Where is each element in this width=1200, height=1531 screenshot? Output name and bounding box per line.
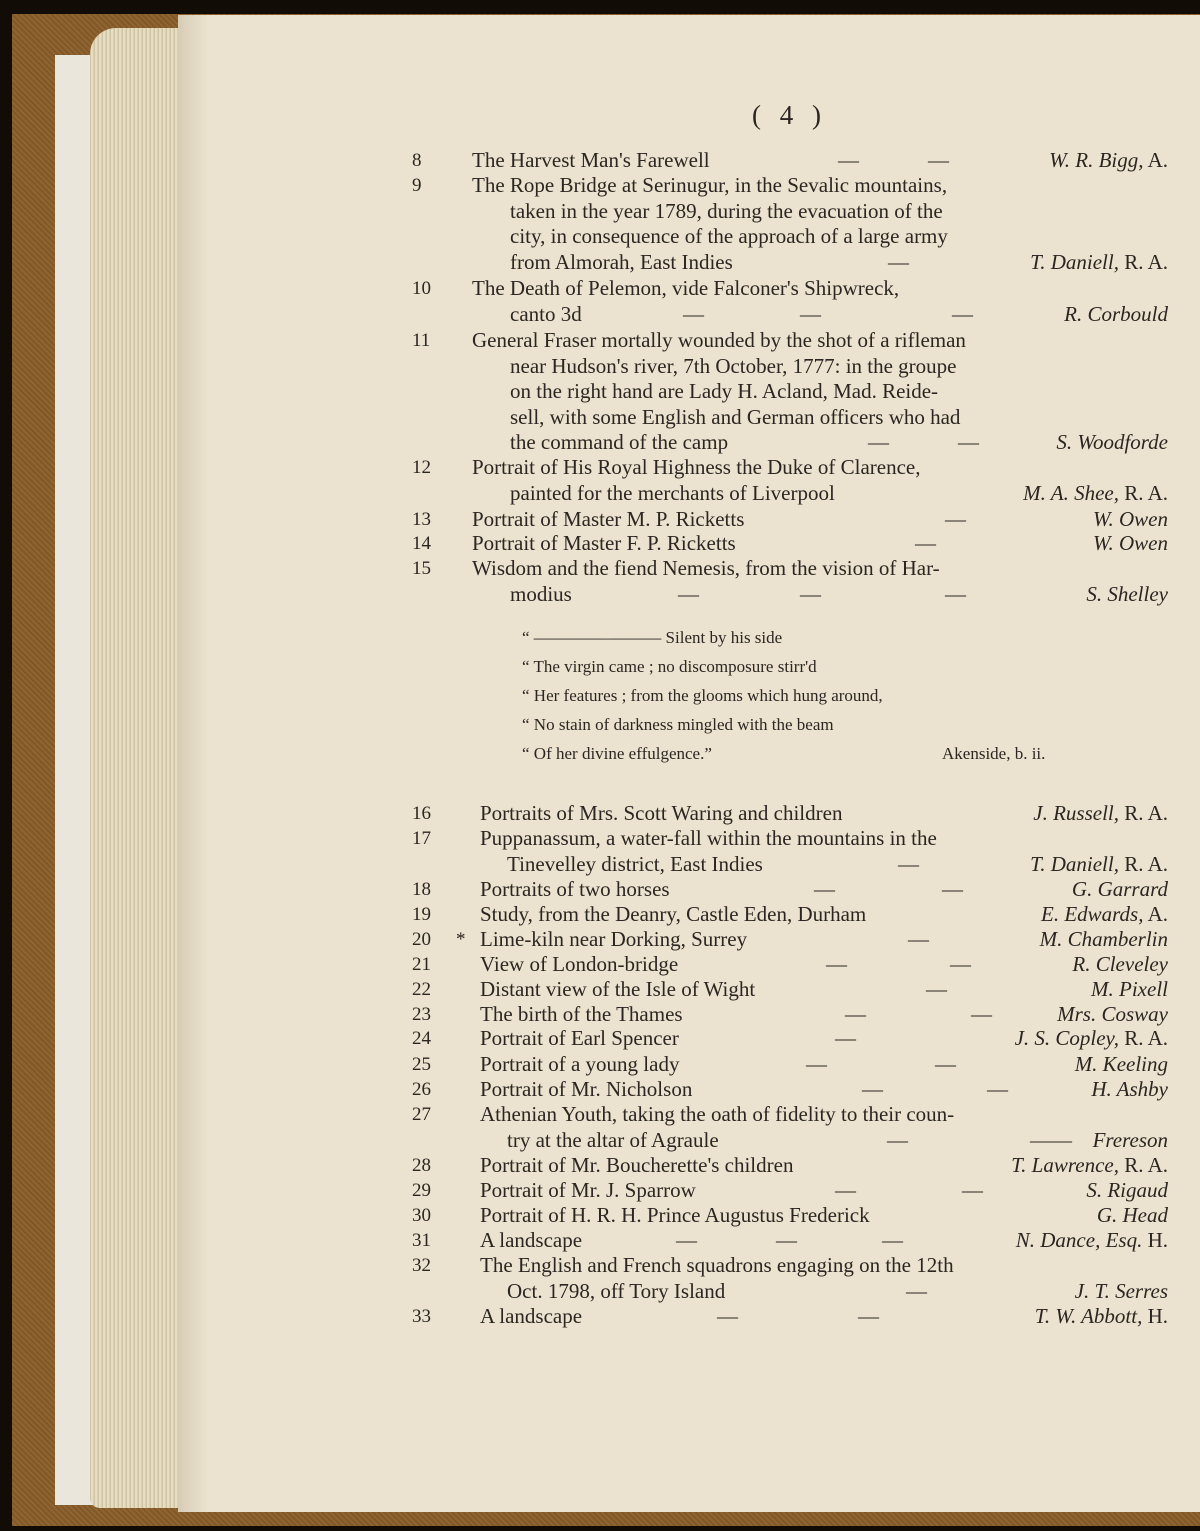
artist-name: S. Rigaud bbox=[1086, 1178, 1168, 1202]
leader-dash: —— bbox=[1030, 1127, 1072, 1152]
quote-line: “ Her features ; from the glooms which hung around, bbox=[522, 686, 883, 705]
entry-number: 12 bbox=[412, 457, 431, 478]
entry-title-line: Study, from the Deanry, Castle Eden, Durham bbox=[480, 902, 867, 926]
catalogue-entry bbox=[0, 902, 1200, 928]
entry-number: 23 bbox=[412, 1004, 431, 1025]
entry-number: 20 bbox=[412, 929, 431, 950]
entry-number: 19 bbox=[412, 904, 431, 925]
entry-number: 22 bbox=[412, 979, 431, 1000]
leader-dash: — bbox=[950, 952, 971, 976]
entry-number: 14 bbox=[412, 533, 431, 554]
catalogue-entry bbox=[0, 531, 1200, 557]
leader-dash: — bbox=[942, 877, 963, 901]
quote-attribution: Akenside, b. ii. bbox=[942, 744, 1046, 763]
leader-dash: — bbox=[835, 1026, 856, 1050]
artist-title: H. bbox=[1142, 1304, 1168, 1328]
entry-title-line: View of London-bridge bbox=[480, 952, 679, 976]
entry-title-line: Athenian Youth, taking the oath of fidelity to their coun- bbox=[480, 1102, 955, 1126]
catalogue-entry bbox=[0, 1253, 1200, 1304]
artist-name: S. Woodforde bbox=[1056, 430, 1168, 455]
entry-title-line: from Almorah, East Indies bbox=[510, 249, 733, 274]
entry-title-line: sell, with some English and German officers who had bbox=[510, 404, 961, 429]
artist-name: M. Pixell bbox=[1091, 977, 1168, 1001]
catalogue-entry bbox=[0, 276, 1200, 327]
leader-dash: — bbox=[987, 1077, 1008, 1101]
catalogue-entry bbox=[0, 1228, 1200, 1254]
entry-number: 27 bbox=[412, 1104, 431, 1125]
artist-name: W. R. Bigg, A. bbox=[1049, 148, 1168, 172]
entry-title-line: Distant view of the Isle of Wight bbox=[480, 977, 756, 1001]
entry-number: 28 bbox=[412, 1155, 431, 1176]
artist-name: R. Cleveley bbox=[1072, 952, 1168, 976]
artist-name: W. Owen bbox=[1092, 531, 1168, 555]
entry-title-line: A landscape bbox=[480, 1228, 583, 1252]
entry-title-line: canto 3d bbox=[510, 301, 582, 326]
entry-title-line: The English and French squadrons engaging on the 12th bbox=[480, 1253, 954, 1277]
catalogue-entry bbox=[0, 173, 1200, 275]
entry-title-line: General Fraser mortally wounded by the shot of a rifleman bbox=[472, 328, 966, 352]
leader-dash: — bbox=[678, 581, 699, 606]
artist-name: E. Edwards, A. bbox=[1041, 902, 1168, 926]
artist-title: A. bbox=[1143, 902, 1168, 926]
entry-title-line: The Harvest Man's Farewell bbox=[472, 148, 710, 172]
catalogue-entry bbox=[0, 148, 1200, 174]
artist-title: R. A. bbox=[1118, 1026, 1168, 1050]
leader-dash: — bbox=[868, 430, 889, 455]
page-number: ( 4 ) bbox=[752, 100, 827, 130]
catalogue-entry bbox=[0, 1178, 1200, 1204]
entry-number: 32 bbox=[412, 1255, 431, 1276]
entry-number: 21 bbox=[412, 954, 431, 975]
entry-title-line: Portrait of Mr. Nicholson bbox=[480, 1077, 693, 1101]
catalogue-entry bbox=[0, 1026, 1200, 1052]
artist-name: J. Russell, R. A. bbox=[1033, 801, 1168, 825]
leader-dash: — bbox=[826, 952, 847, 976]
leader-dash: — bbox=[858, 1304, 879, 1328]
catalogue-entry bbox=[0, 877, 1200, 903]
artist-title: R. A. bbox=[1118, 801, 1168, 825]
quote-line: “ ————–——— Silent by his side bbox=[522, 628, 783, 647]
artist-title: R. A. bbox=[1118, 249, 1168, 274]
entry-number: 17 bbox=[412, 828, 431, 849]
artist-name: J. T. Serres bbox=[1074, 1278, 1168, 1303]
leader-dash: — bbox=[838, 148, 859, 172]
leader-dash: — bbox=[882, 1228, 903, 1252]
entry-number: 33 bbox=[412, 1306, 431, 1327]
entry-title-line: Portrait of Mr. J. Sparrow bbox=[480, 1178, 696, 1202]
leader-dash: — bbox=[862, 1077, 883, 1101]
artist-name: R. Corbould bbox=[1064, 301, 1168, 326]
artist-name: W. Owen bbox=[1092, 507, 1168, 531]
entry-number: 15 bbox=[412, 558, 431, 579]
entry-title-line: Portraits of Mrs. Scott Waring and children bbox=[480, 801, 843, 825]
catalogue-entry bbox=[0, 328, 1200, 456]
leader-dash: — bbox=[935, 1052, 956, 1076]
leader-dash: — bbox=[908, 927, 929, 951]
entry-number: 9 bbox=[412, 175, 422, 196]
entry-title-line: modius bbox=[510, 581, 572, 606]
artist-name: T. Daniell, R. A. bbox=[1030, 851, 1168, 876]
artist-name: M. Chamberlin bbox=[1039, 927, 1168, 951]
entry-title-line: try at the altar of Agraule bbox=[507, 1127, 719, 1152]
artist-name: N. Dance, Esq. H. bbox=[1015, 1228, 1168, 1252]
entry-title-line: Wisdom and the fiend Nemesis, from the vision of Har- bbox=[472, 556, 940, 580]
entry-title-line: Portrait of Mr. Boucherette's children bbox=[480, 1153, 794, 1177]
leader-dash: — bbox=[958, 430, 979, 455]
entry-title-line: Portrait of Master M. P. Ricketts bbox=[472, 507, 745, 531]
entry-title-line: Portrait of His Royal Highness the Duke of Clarence, bbox=[472, 455, 921, 479]
catalogue-entry bbox=[0, 826, 1200, 877]
entry-number: 16 bbox=[412, 803, 431, 824]
akenside-quotation bbox=[522, 623, 1102, 768]
leader-dash: — bbox=[888, 249, 909, 274]
leader-dash: — bbox=[928, 148, 949, 172]
entry-title-line: A landscape bbox=[480, 1304, 583, 1328]
entry-number: 31 bbox=[412, 1230, 431, 1251]
leader-dash: — bbox=[962, 1178, 983, 1202]
catalogue-entry bbox=[0, 801, 1200, 827]
entry-title-line: Lime-kiln near Dorking, Surrey bbox=[480, 927, 748, 951]
catalogue-entry bbox=[0, 1203, 1200, 1229]
entry-title-line: Portrait of Earl Spencer bbox=[480, 1026, 679, 1050]
entry-title-line: The birth of the Thames bbox=[480, 1002, 683, 1026]
entry-number: 25 bbox=[412, 1054, 431, 1075]
leader-dash: — bbox=[915, 531, 936, 555]
entry-number: 18 bbox=[412, 879, 431, 900]
leader-dash: — bbox=[835, 1178, 856, 1202]
leader-dash: — bbox=[800, 301, 821, 326]
artist-name: M. A. Shee, R. A. bbox=[1023, 480, 1168, 505]
artist-name: Frereson bbox=[1092, 1127, 1168, 1152]
entry-number: 10 bbox=[412, 278, 431, 299]
leader-dash: — bbox=[717, 1304, 738, 1328]
catalogue-entry bbox=[0, 952, 1200, 978]
artist-name: G. Garrard bbox=[1071, 877, 1168, 901]
leader-dash: — bbox=[952, 301, 973, 326]
catalogue-entry bbox=[0, 1002, 1200, 1028]
leader-dash: — bbox=[926, 977, 947, 1001]
artist-title: R. A. bbox=[1118, 480, 1168, 505]
leader-dash: — bbox=[776, 1228, 797, 1252]
catalogue-entry bbox=[0, 507, 1200, 533]
artist-name: J. S. Copley, R. A. bbox=[1014, 1026, 1168, 1050]
catalogue-entry bbox=[0, 1304, 1200, 1330]
catalogue-entry bbox=[0, 556, 1200, 607]
catalogue-entry bbox=[0, 455, 1200, 506]
entry-number: 13 bbox=[412, 509, 431, 530]
entry-number: 11 bbox=[412, 330, 431, 351]
catalogue-entry bbox=[0, 977, 1200, 1003]
artist-title: A. bbox=[1143, 148, 1168, 172]
entry-title-line: Puppanassum, a water-fall within the mountains in the bbox=[480, 826, 937, 850]
artist-name: M. Keeling bbox=[1074, 1052, 1168, 1076]
artist-title: H. bbox=[1142, 1228, 1168, 1252]
leader-dash: — bbox=[971, 1002, 992, 1026]
catalogue-entry bbox=[0, 1102, 1200, 1153]
catalogue-entry bbox=[0, 1052, 1200, 1078]
leader-dash: — bbox=[683, 301, 704, 326]
catalogue-entry bbox=[0, 1153, 1200, 1179]
entry-title-line: Portraits of two horses bbox=[480, 877, 670, 901]
quote-line: “ Of her divine effulgence.” bbox=[522, 744, 712, 763]
entry-number: 26 bbox=[412, 1079, 431, 1100]
catalogue-entry bbox=[0, 927, 1200, 953]
leader-dash: — bbox=[898, 851, 919, 876]
artist-name: S. Shelley bbox=[1086, 581, 1168, 606]
entry-title-line: The Rope Bridge at Serinugur, in the Sevalic mountains, bbox=[472, 173, 948, 197]
leader-dash: — bbox=[800, 581, 821, 606]
entry-title-line: the command of the camp bbox=[510, 430, 729, 455]
artist-title: R. A. bbox=[1118, 1153, 1168, 1177]
artist-name: T. Daniell, R. A. bbox=[1030, 249, 1168, 274]
artist-name: Mrs. Cosway bbox=[1057, 1002, 1168, 1026]
entry-number: 24 bbox=[412, 1028, 431, 1049]
entry-title-line: The Death of Pelemon, vide Falconer's Shipwreck, bbox=[472, 276, 900, 300]
entry-number: 29 bbox=[412, 1180, 431, 1201]
entry-title-line: Tinevelley district, East Indies bbox=[507, 851, 763, 876]
entry-title-line: on the right hand are Lady H. Acland, Mad. Reide- bbox=[510, 379, 939, 404]
entry-title-line: Portrait of a young lady bbox=[480, 1052, 680, 1076]
leader-dash: — bbox=[945, 507, 966, 531]
entry-title-line: city, in consequence of the approach of a large army bbox=[510, 224, 948, 249]
leader-dash: — bbox=[806, 1052, 827, 1076]
leader-dash: — bbox=[906, 1278, 927, 1303]
entry-title-line: near Hudson's river, 7th October, 1777: in the groupe bbox=[510, 353, 957, 378]
leader-dash: — bbox=[676, 1228, 697, 1252]
entry-title-line: Portrait of H. R. H. Prince Augustus Frederick bbox=[480, 1203, 870, 1227]
catalogue-entry bbox=[0, 1077, 1200, 1103]
artist-title: R. A. bbox=[1118, 851, 1168, 876]
entry-title-line: painted for the merchants of Liverpool bbox=[510, 480, 835, 505]
entry-title-line: Portrait of Master F. P. Ricketts bbox=[472, 531, 736, 555]
quote-line: “ The virgin came ; no discomposure stirr'd bbox=[522, 657, 817, 676]
entry-number: 30 bbox=[412, 1205, 431, 1226]
leader-dash: — bbox=[845, 1002, 866, 1026]
entry-title-line: Oct. 1798, off Tory Island bbox=[507, 1278, 726, 1303]
artist-name: H. Ashby bbox=[1091, 1077, 1168, 1101]
asterisk-mark: * bbox=[456, 929, 466, 950]
artist-name: T. W. Abbott, H. bbox=[1034, 1304, 1168, 1328]
leader-dash: — bbox=[945, 581, 966, 606]
quote-line: “ No stain of darkness mingled with the beam bbox=[522, 715, 834, 734]
artist-name: T. Lawrence, R. A. bbox=[1011, 1153, 1168, 1177]
entry-title-line: taken in the year 1789, during the evacuation of the bbox=[510, 198, 943, 223]
leader-dash: — bbox=[814, 877, 835, 901]
leader-dash: — bbox=[887, 1127, 908, 1152]
entry-number: 8 bbox=[412, 150, 422, 171]
artist-name: G. Head bbox=[1096, 1203, 1168, 1227]
